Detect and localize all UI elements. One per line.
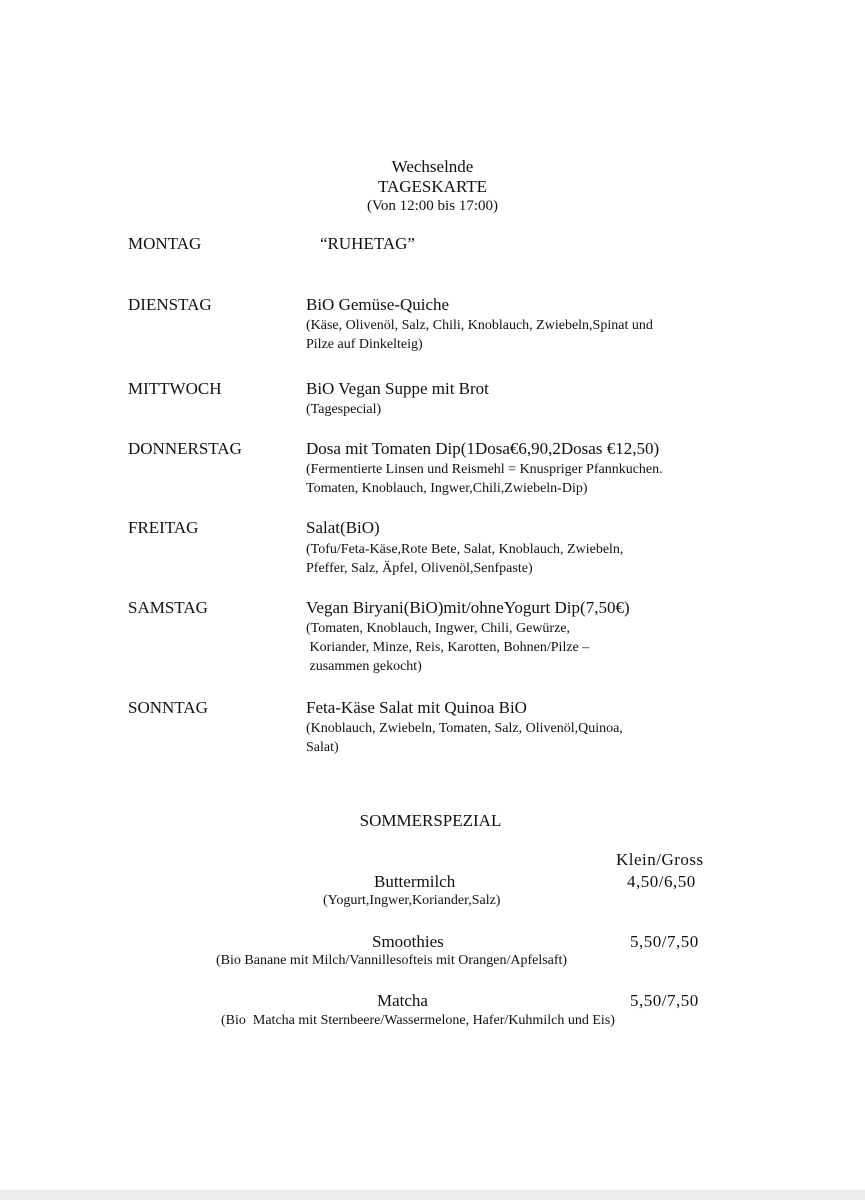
day-label-friday: FREITAG	[128, 518, 199, 537]
desc-line: (Knoblauch, Zwiebeln, Tomaten, Salz, Olivenöl,Quinoa,	[306, 721, 623, 736]
day-label-tuesday: DIENSTAG	[128, 295, 212, 314]
desc-line: (Tomaten, Knoblauch, Ingwer, Chili, Gewürze,	[306, 621, 570, 636]
desc-line: zusammen gekocht)	[306, 659, 422, 674]
day-label-sunday: SONNTAG	[128, 698, 208, 717]
day-label-saturday: SAMSTAG	[128, 598, 208, 617]
dish-friday: Salat(BiO)	[306, 518, 380, 537]
day-label-wednesday: MITTWOCH	[128, 379, 222, 398]
sommer-item-name-buttermilch: Buttermilch	[374, 872, 456, 891]
desc-line: (Tagespecial)	[306, 402, 382, 417]
desc-line: Pilze auf Dinkelteig)	[306, 337, 423, 352]
desc-line: (Fermentierte Linsen und Reismehl = Knuspriger Pfannkuchen.	[306, 462, 663, 477]
opening-hours: (Von 12:00 bis 17:00)	[367, 198, 498, 214]
desc-line: (Tofu/Feta-Käse,Rote Bete, Salat, Knoblauch, Zwiebeln,	[306, 542, 624, 557]
page-title: TAGESKARTE	[377, 177, 488, 196]
section-title-sommerspezial: SOMMERSPEZIAL	[359, 811, 502, 830]
desc-line: (Käse, Olivenöl, Salz, Chili, Knoblauch, Zwiebeln,Spinat und	[306, 318, 653, 333]
dish-tuesday: BiO Gemüse-Quiche	[306, 295, 450, 314]
bottom-divider	[0, 1190, 865, 1200]
size-header: Klein/Gross	[616, 850, 704, 869]
desc-sunday	[306, 719, 623, 757]
desc-line: Salat)	[306, 740, 339, 755]
dish-wednesday: BiO Vegan Suppe mit Brot	[306, 379, 489, 398]
desc-friday	[306, 540, 623, 578]
desc-line: Koriander, Minze, Reis, Karotten, Bohnen/Pilze –	[306, 640, 590, 655]
desc-tuesday	[306, 316, 653, 354]
sommer-item-desc-smoothies: (Bio Banane mit Milch/Vannillesofteis mit Orangen/Apfelsaft)	[216, 953, 568, 968]
sommer-item-price-buttermilch: 4,50/6,50	[627, 872, 696, 891]
sommer-item-name-matcha: Matcha	[377, 991, 428, 1010]
dish-thursday: Dosa mit Tomaten Dip(1Dosa€6,90,2Dosas €12,50)	[306, 439, 660, 458]
header-line-1: Wechselnde	[391, 157, 474, 176]
dish-monday: “RUHETAG”	[320, 234, 415, 253]
sommer-item-desc-buttermilch: (Yogurt,Ingwer,Koriander,Salz)	[323, 893, 501, 908]
desc-wednesday	[306, 400, 381, 419]
day-label-monday: MONTAG	[128, 234, 202, 253]
sommer-item-price-smoothies: 5,50/7,50	[630, 932, 699, 951]
dish-saturday: Vegan Biryani(BiO)mit/ohneYogurt Dip(7,50€)	[306, 598, 630, 617]
sommer-item-price-matcha: 5,50/7,50	[630, 991, 699, 1010]
day-label-thursday: DONNERSTAG	[128, 439, 242, 458]
desc-line: Tomaten, Knoblauch, Ingwer,Chili,Zwiebeln-Dip)	[306, 481, 588, 496]
sommer-item-name-smoothies: Smoothies	[372, 932, 444, 951]
desc-thursday	[306, 460, 663, 498]
sommer-item-desc-matcha: (Bio Matcha mit Sternbeere/Wassermelone, Hafer/Kuhmilch und Eis)	[221, 1013, 615, 1028]
desc-saturday	[306, 619, 589, 676]
dish-sunday: Feta-Käse Salat mit Quinoa BiO	[306, 698, 527, 717]
desc-line: Pfeffer, Salz, Äpfel, Olivenöl,Senfpaste)	[306, 561, 533, 576]
